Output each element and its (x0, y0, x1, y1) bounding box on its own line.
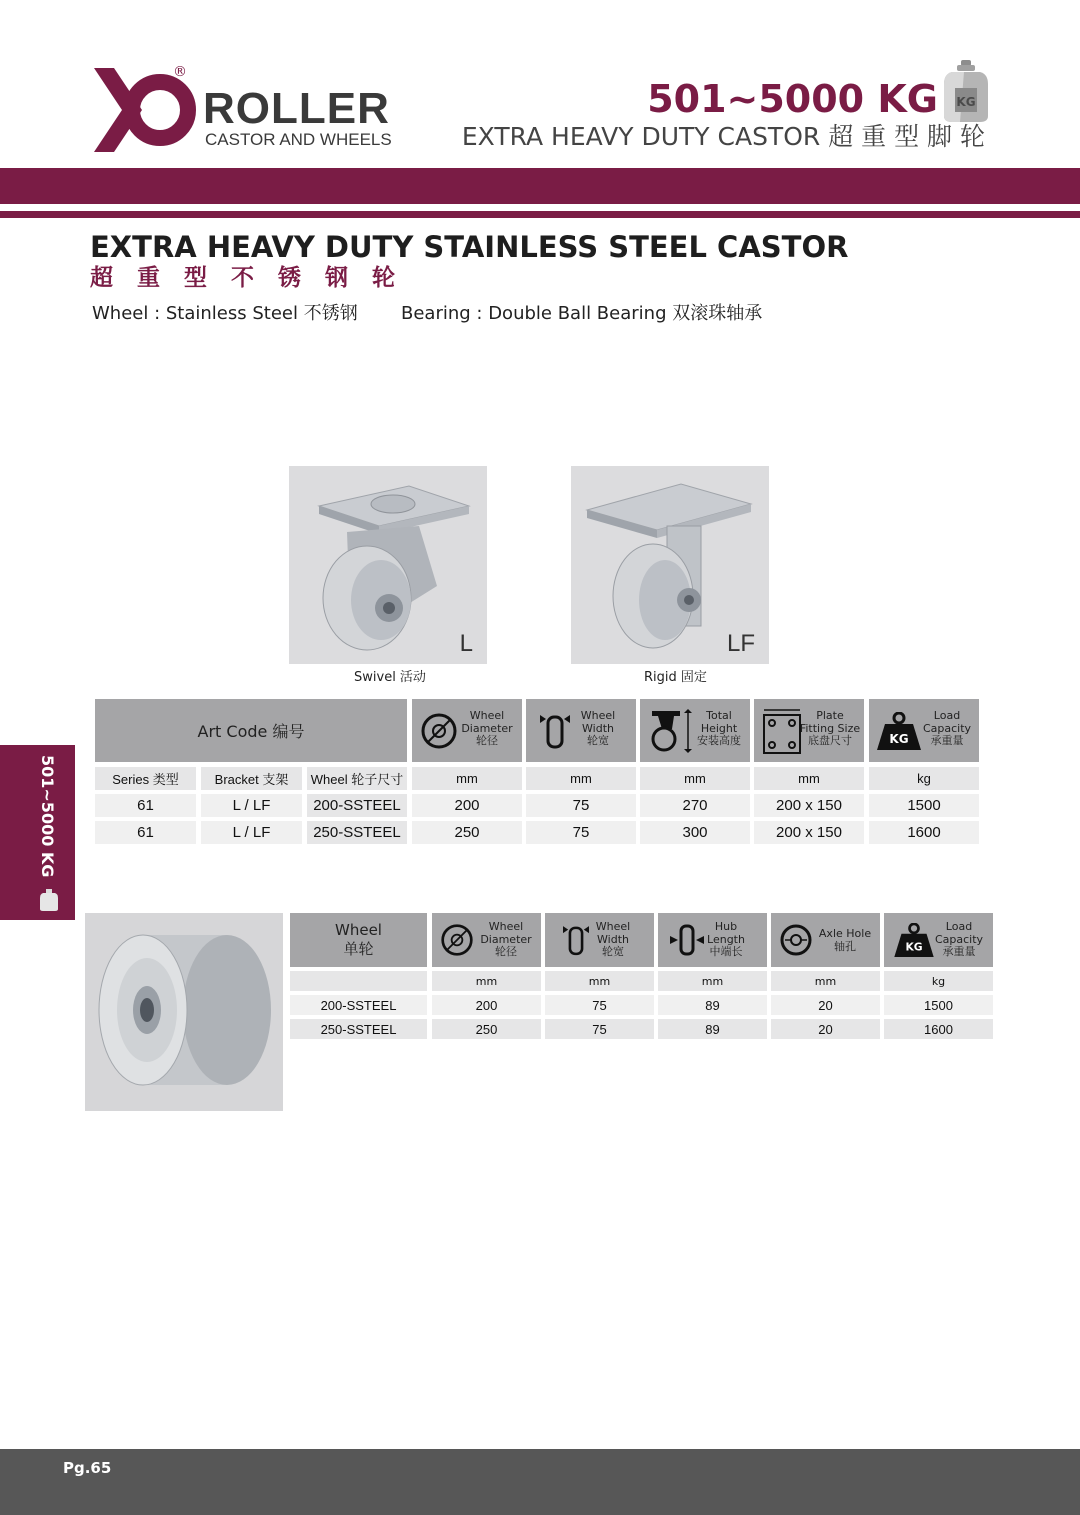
cell-wheel-width: 75 (526, 821, 636, 844)
wheel-spec: Wheel : Stainless Steel 不锈钢 (92, 303, 358, 324)
hub-length-icon (670, 922, 704, 958)
load-capacity-icon (877, 712, 921, 750)
unit-plate-size: mm (754, 767, 864, 790)
side-tab-label: 501~5000 KG (38, 755, 57, 878)
cell-plate-size: 200 x 150 (754, 821, 864, 844)
page-title: EXTRA HEAVY DUTY STAINLESS STEEL CASTOR (90, 230, 849, 264)
cell-axle-hole: 20 (771, 1019, 880, 1039)
load-capacity-icon (894, 923, 934, 957)
cell-wheel-code: 200-SSTEEL (307, 794, 407, 817)
col2-load-capacity: KG Load Capacity 承重量 (884, 913, 993, 967)
unit2-hub-length: mm (658, 971, 767, 991)
cell-wheel-width: 75 (545, 995, 654, 1015)
wheel-diameter-icon (420, 712, 458, 750)
unit2-wheel-diameter: mm (432, 971, 541, 991)
bracket-subheader: Bracket 支架 (201, 767, 302, 790)
col-wheel-diameter: Wheel Diameter 轮径 (412, 699, 522, 762)
unit-wheel-width: mm (526, 767, 636, 790)
wheel-width-icon (563, 922, 589, 958)
col2-wheel-diameter: Wheel Diameter 轮径 (432, 913, 541, 967)
bearing-spec: Bearing : Double Ball Bearing 双滚珠轴承 (401, 303, 763, 324)
range-title: 501~5000 KG (647, 77, 938, 121)
wheel-header: Wheel 单轮 (290, 913, 427, 967)
cell-total-height: 270 (640, 794, 750, 817)
header-bar (0, 168, 1080, 204)
swivel-caption: Swivel 活动 (354, 670, 426, 685)
registered-mark: ® (173, 64, 187, 80)
side-tab (0, 745, 75, 920)
rigid-castor-image (571, 466, 769, 664)
brand-name: ROLLER (203, 84, 390, 133)
col-plate-size: Plate Fitting Size 底盘尺寸 (754, 699, 864, 762)
cell-wheel-diameter: 200 (412, 794, 522, 817)
brand-tagline: CASTOR AND WHEELS (205, 130, 392, 149)
cell-plate-size: 200 x 150 (754, 794, 864, 817)
col-wheel-width: Wheel Width 轮宽 (526, 699, 636, 762)
wheel-width-icon (540, 711, 570, 751)
unit2-axle-hole: mm (771, 971, 880, 991)
page-footer (0, 1449, 1080, 1515)
axle-hole-icon (779, 923, 813, 957)
cell-bracket: L / LF (201, 821, 302, 844)
unit-spacer (290, 971, 427, 991)
cell-hub-length: 89 (658, 995, 767, 1015)
col2-axle-hole: Axle Hole 轴孔 (771, 913, 880, 967)
cell-wheel-diameter: 250 (412, 821, 522, 844)
swivel-tag: L (459, 630, 473, 657)
col2-hub-length: Hub Length 中端长 (658, 913, 767, 967)
header-divider (0, 211, 1080, 218)
cell-series: 61 (95, 794, 196, 817)
unit2-wheel-width: mm (545, 971, 654, 991)
cell-wheel-diameter: 200 (432, 995, 541, 1015)
brand-logo (90, 60, 450, 160)
total-height-icon (648, 709, 694, 753)
series-subheader: Series 类型 (95, 767, 196, 790)
cell-series: 61 (95, 821, 196, 844)
cell-bracket: L / LF (201, 794, 302, 817)
col-total-height: Total Height 安装高度 (640, 699, 750, 762)
cell-wheel-width: 75 (526, 794, 636, 817)
cell-axle-hole: 20 (771, 995, 880, 1015)
wheel-size-subheader: Wheel 轮子尺寸 (307, 767, 407, 790)
swivel-castor-image (289, 466, 487, 664)
svg-text:KG: KG (889, 731, 909, 746)
cell-wheel-code: 200-SSTEEL (290, 995, 427, 1015)
cell-load-capacity: 1500 (884, 995, 993, 1015)
cell-wheel-width: 75 (545, 1019, 654, 1039)
art-code-header: Art Code 编号 (95, 699, 407, 762)
side-weight-icon (40, 889, 58, 911)
cell-wheel-code: 250-SSTEEL (290, 1019, 427, 1039)
page-title-cn: 超 重 型 不 锈 钢 轮 (90, 265, 404, 291)
svg-text:KG: KG (956, 95, 976, 109)
wheel-image (85, 913, 283, 1111)
rigid-caption: Rigid 固定 (644, 670, 707, 685)
stainless-wheel-icon (85, 913, 283, 1111)
cell-load-capacity: 1600 (884, 1019, 993, 1039)
rigid-tag: LF (726, 630, 755, 657)
wheel-diameter-icon (440, 923, 474, 957)
kg-weight-icon (944, 60, 988, 122)
col-load-capacity: KG Load Capacity 承重量 (869, 699, 979, 762)
unit-load-capacity: kg (869, 767, 979, 790)
unit-total-height: mm (640, 767, 750, 790)
unit-wheel-diameter: mm (412, 767, 522, 790)
svg-text:KG: KG (905, 940, 923, 954)
cell-total-height: 300 (640, 821, 750, 844)
cell-load-capacity: 1600 (869, 821, 979, 844)
plate-size-icon (762, 707, 802, 755)
col2-wheel-width: Wheel Width 轮宽 (545, 913, 654, 967)
cell-hub-length: 89 (658, 1019, 767, 1039)
cell-load-capacity: 1500 (869, 794, 979, 817)
unit2-load-capacity: kg (884, 971, 993, 991)
swivel-castor-icon (289, 466, 487, 664)
range-subtitle: EXTRA HEAVY DUTY CASTOR 超 重 型 脚 轮 (461, 122, 985, 151)
page-number: Pg.65 (63, 1459, 112, 1477)
cell-wheel-diameter: 250 (432, 1019, 541, 1039)
cell-wheel-code: 250-SSTEEL (307, 821, 407, 844)
